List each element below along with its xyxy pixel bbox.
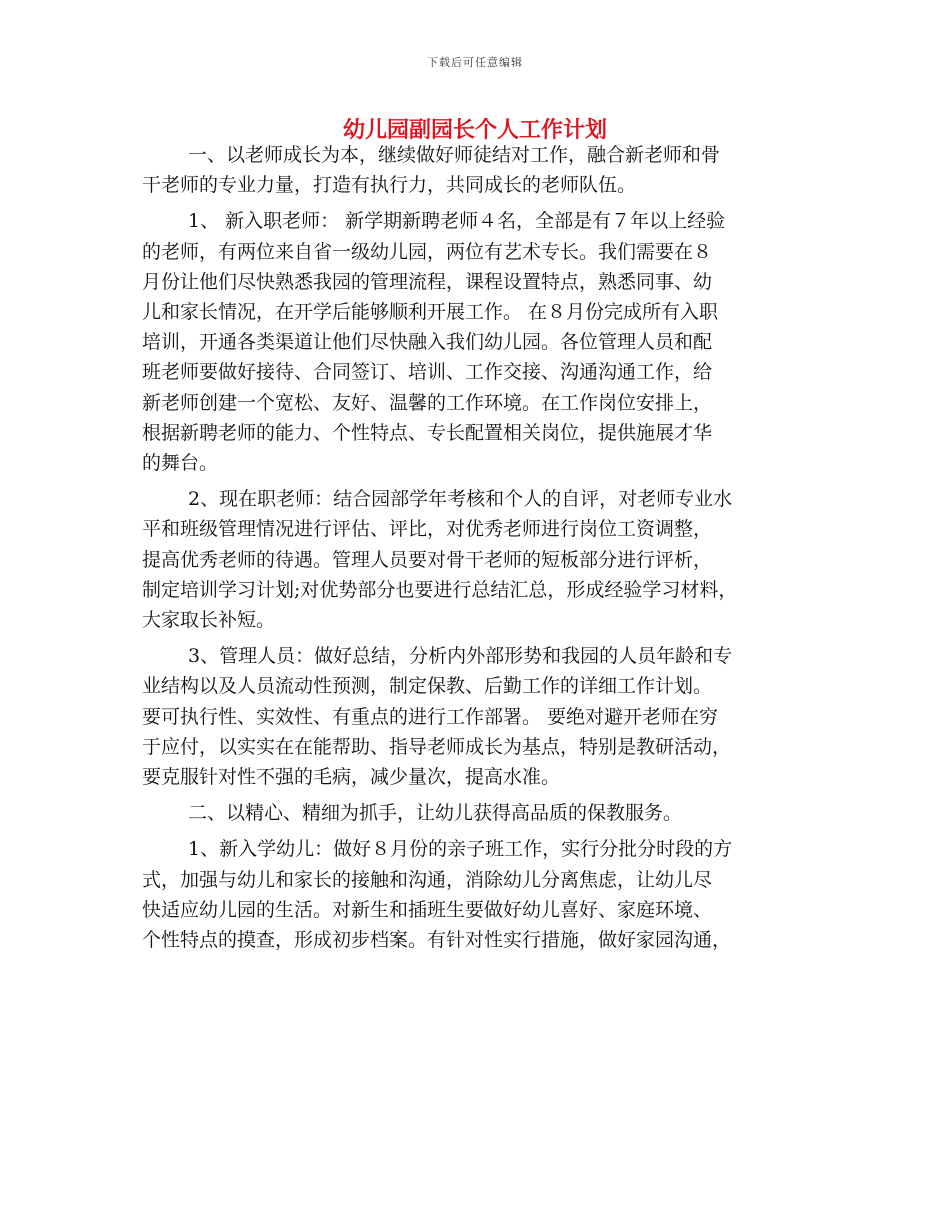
paragraph bbox=[142, 834, 818, 955]
text-line: 快适应幼儿园的生活。对新生和插班生要做好幼儿喜好、家庭环境、 bbox=[142, 898, 713, 921]
paragraph bbox=[142, 206, 818, 478]
text-line: 根据新聘老师的能力、个性特点、专长配置相关岗位，提供施展才华 bbox=[142, 421, 713, 444]
document-title: 幼儿园副园长个人工作计划 bbox=[342, 118, 607, 143]
text-line: 2、现在职老师：结合园部学年考核和个人的自评，对老师专业水 bbox=[188, 488, 733, 511]
text-line: 的老师，有两位来自省一级幼儿园，两位有艺术专长。我们需要在８ bbox=[142, 240, 713, 263]
text-line: 一、以老师成长为本，继续做好师徒结对工作，融合新老师和骨 bbox=[188, 144, 721, 166]
text-line: 3、管理人员：做好总结，分析内外部形势和我园的人员年龄和专 bbox=[188, 645, 733, 668]
paragraph bbox=[142, 798, 818, 828]
paragraph bbox=[142, 641, 818, 792]
text-line: 班老师要做好接待、合同签订、培训、工作交接、沟通沟通工作，给 bbox=[142, 361, 713, 384]
text-line: 大家取长补短。 bbox=[142, 609, 276, 632]
text-line: 新老师创建一个宽松、友好、温馨的工作环境。在工作岗位安排上， bbox=[142, 391, 713, 414]
document-body bbox=[142, 140, 818, 961]
text-line: 1、 新入职老师： 新学期新聘老师４名，全部是有７年以上经验 bbox=[188, 210, 726, 233]
paragraph bbox=[142, 140, 818, 200]
header-note: 下载后可任意编辑 bbox=[427, 56, 523, 69]
paragraph bbox=[142, 484, 818, 635]
text-line: 要克服针对性不强的毛病，减少量次，提高水准。 bbox=[142, 766, 561, 789]
text-line: 平和班级管理情况进行评估、评比，对优秀老师进行岗位工资调整， bbox=[142, 518, 713, 541]
text-line: 于应付，以实实在在能帮助、指导老师成长为基点，特别是教研活动， bbox=[142, 735, 732, 758]
text-line: 月份让他们尽快熟悉我园的管理流程，课程设置特点，熟悉同事、幼 bbox=[142, 270, 713, 293]
text-line: 式，加强与幼儿和家长的接触和沟通，消除幼儿分离焦虑，让幼儿尽 bbox=[142, 868, 713, 891]
text-line: 个性特点的摸查，形成初步档案。有针对性实行措施，做好家园沟通， bbox=[142, 929, 732, 952]
text-line: 培训，开通各类渠道让他们尽快融入我们幼儿园。各位管理人员和配 bbox=[142, 331, 713, 354]
text-line: 制定培训学习计划;对优势部分也要进行总结汇总，形成经验学习材料， bbox=[142, 578, 738, 601]
text-line: 的舞台。 bbox=[142, 452, 219, 475]
text-line: 1、新入学幼儿：做好８月份的亲子班工作，实行分批分时段的方 bbox=[188, 838, 733, 861]
text-line: 干老师的专业力量，打造有执行力，共同成长的老师队伍。 bbox=[142, 174, 637, 197]
text-line: 要可执行性、实效性、有重点的进行工作部署。 要绝对避开老师在穷 bbox=[142, 705, 719, 728]
text-line: 提高优秀老师的待遇。管理人员要对骨干老师的短板部分进行评析， bbox=[142, 548, 713, 571]
text-line: 业结构以及人员流动性预测，制定保教、后勤工作的详细工作计划。 bbox=[142, 675, 713, 698]
text-line: 儿和家长情况，在开学后能够顺利开展工作。 在８月份完成所有入职 bbox=[142, 301, 719, 324]
text-line: 二、以精心、精细为抓手，让幼儿获得高品质的保教服务。 bbox=[188, 802, 683, 825]
